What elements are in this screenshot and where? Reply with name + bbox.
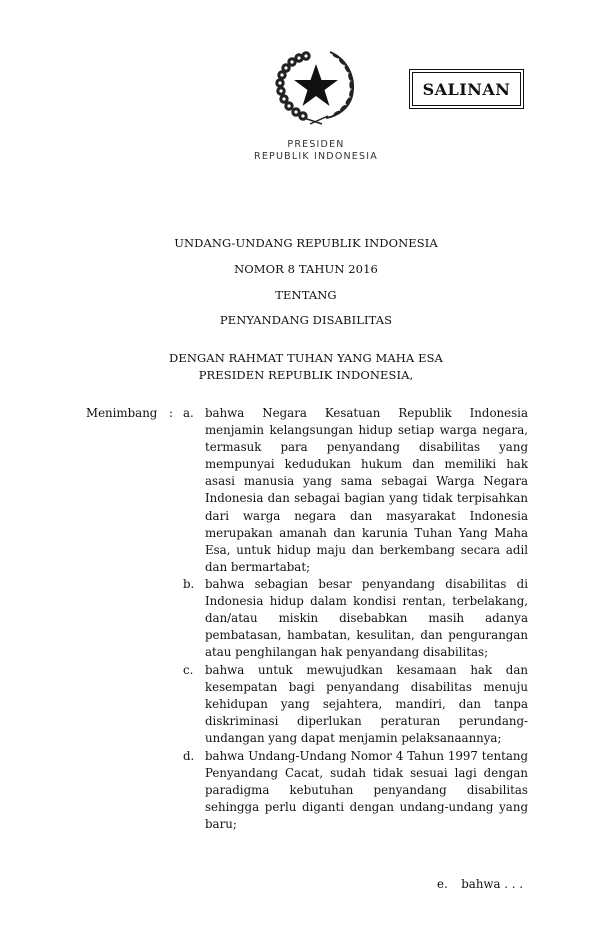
text-line: bahwa untuk mewujudkan kesamaan hak dan	[205, 663, 528, 677]
salinan-stamp: SALINAN	[412, 72, 521, 106]
text-line: kehidupan yang sejahtera, mandiri, dan tanpa	[205, 697, 528, 712]
item-d-letter: d.	[183, 749, 195, 763]
text-line: Indonesia hidup dalam kondisi rentan, terbelakang,	[205, 594, 528, 609]
item-c-text	[205, 662, 528, 747]
text-line: diskriminasi diperlukan peraturan perundang-	[205, 714, 528, 729]
item-d-text	[205, 748, 528, 833]
text-line: atau penghilangan hak penyandang disabilitas;	[205, 645, 489, 660]
law-subject: PENYANDANG DISABILITAS	[219, 313, 393, 327]
item-b-text	[205, 576, 528, 661]
text-line: dan bermartabat;	[205, 559, 311, 574]
considering-label: Menimbang	[86, 406, 158, 420]
law-title: UNDANG-UNDANG REPUBLIK INDONESIA	[174, 236, 438, 250]
text-line: undangan yang dapat menjamin pelaksanaannya;	[205, 731, 502, 746]
law-number: NOMOR 8 TAHUN 2016	[234, 262, 378, 276]
text-line: mempunyai kedudukan hukum dan memiliki hak	[205, 457, 528, 472]
item-a-text	[205, 405, 528, 576]
item-c-letter: c.	[183, 663, 194, 677]
law-about-label: TENTANG	[275, 288, 337, 302]
text-line: Esa, untuk hidup maju dan berkembang secara adil	[205, 542, 528, 557]
text-line: bahwa Undang-Undang Nomor 4 Tahun 1997 tentang	[205, 749, 528, 763]
item-b-letter: b.	[183, 577, 195, 591]
text-line: merupakan amanah dan karunia Tuhan Yang Maha	[205, 525, 528, 540]
text-line: Indonesia dan sebagai bagian yang tidak terpisahkan	[205, 491, 528, 506]
text-line: Penyandang Cacat, sudah tidak sesuai lagi dengan	[205, 766, 528, 781]
next-item-letter: e.	[437, 877, 448, 891]
text-line: baru;	[205, 817, 237, 832]
text-line: dari warga negara dan masyarakat Indonesia	[205, 508, 528, 523]
text-line: dan/atau miskin disebabkan masih adanya	[205, 611, 528, 626]
next-item-text: bahwa . . .	[461, 877, 524, 891]
text-line: kesempatan bagi penyandang disabilitas menuju	[205, 680, 528, 695]
garuda-star-emblem-icon	[274, 48, 358, 126]
text-line: termasuk para penyandang disabilitas yang	[205, 440, 528, 455]
preamble-line-1: DENGAN RAHMAT TUHAN YANG MAHA ESA	[169, 351, 443, 365]
next-page-continuation	[437, 877, 523, 891]
item-a-letter: a.	[183, 406, 194, 420]
text-line: sehingga perlu diganti dengan undang-undang yang	[205, 800, 528, 815]
text-line: asasi manusia yang sama sebagai Warga Negara	[205, 474, 528, 489]
text-line: bahwa sebagian besar penyandang disabilitas di	[205, 577, 528, 591]
text-line: paradigma kebutuhan penyandang disabilitas	[205, 783, 528, 798]
preamble-line-2: PRESIDEN REPUBLIK INDONESIA,	[198, 368, 414, 382]
issuer-line-2: REPUBLIK INDONESIA	[254, 151, 378, 162]
issuer-line-1: PRESIDEN	[287, 139, 345, 150]
considering-colon: :	[169, 406, 173, 420]
text-line: menjamin kelangsungan hidup setiap warga negara,	[205, 423, 528, 438]
text-line: pembatasan, hambatan, kesulitan, dan pengurangan	[205, 628, 528, 643]
text-line: bahwa Negara Kesatuan Republik Indonesia	[205, 406, 528, 420]
